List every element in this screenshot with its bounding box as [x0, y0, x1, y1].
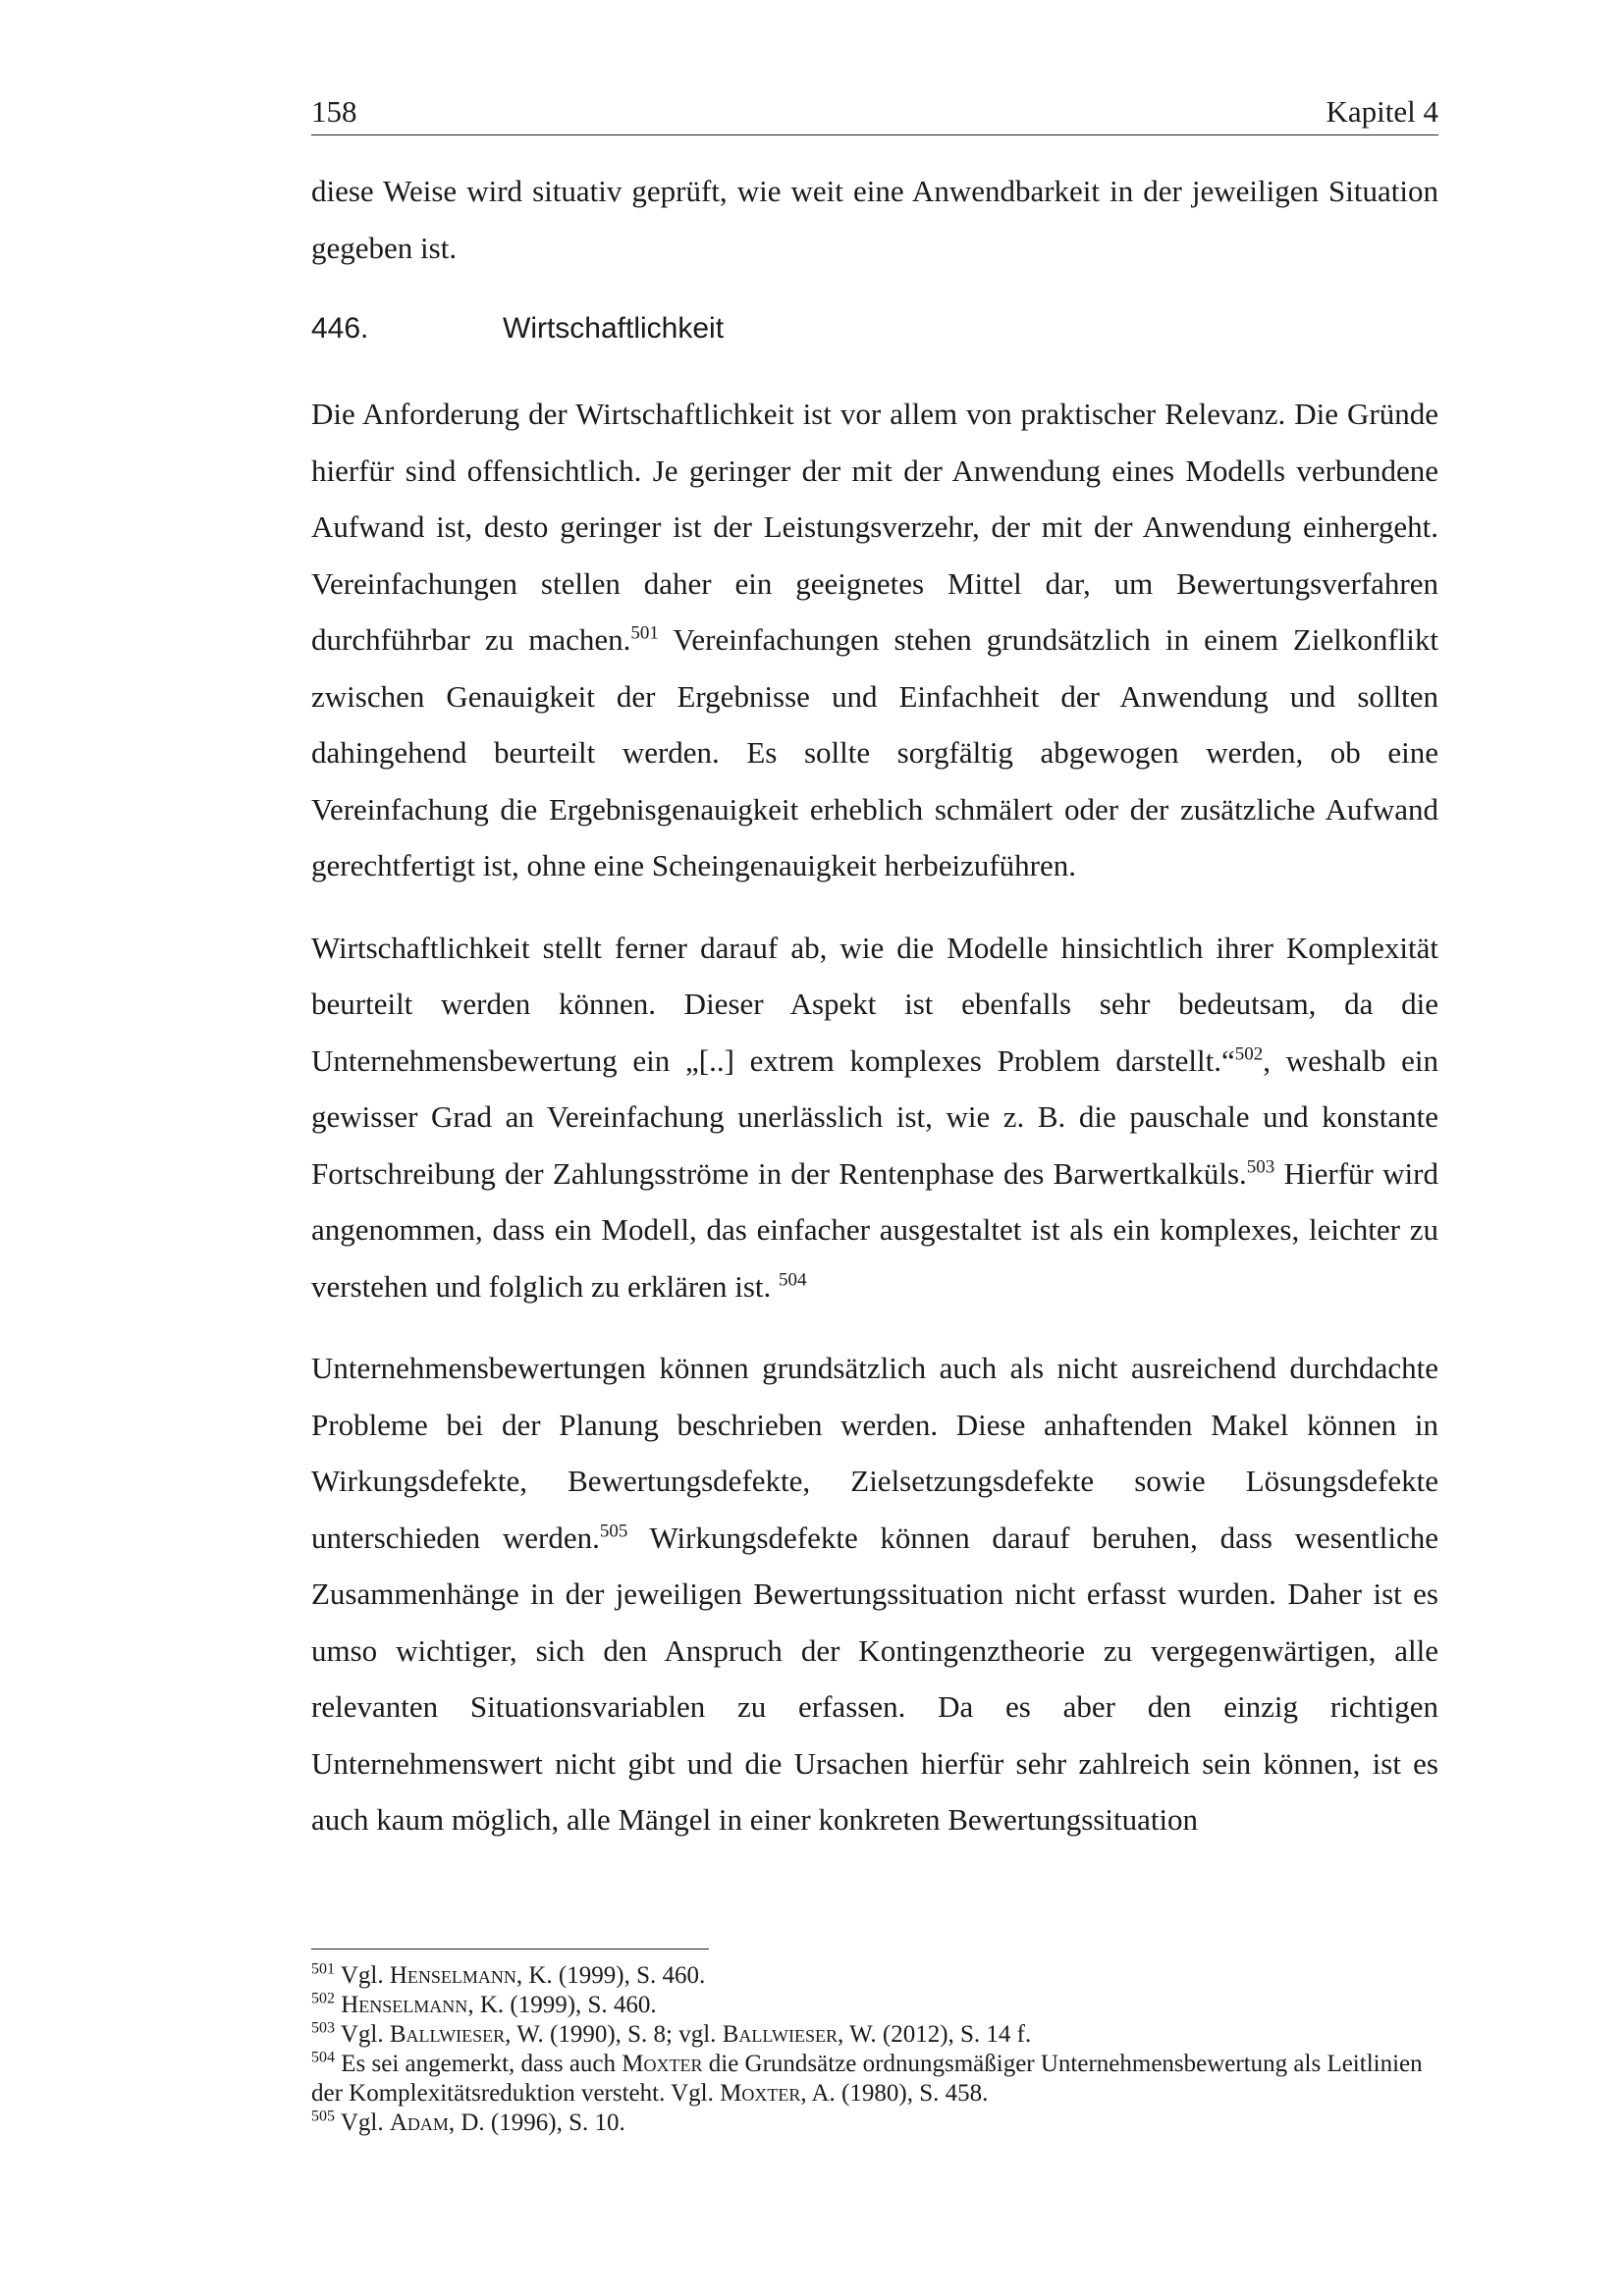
- footnote-text: Vgl.: [340, 2021, 390, 2048]
- footnote-text: Es sei angemerkt, dass auch: [341, 2051, 623, 2077]
- footnote-502: [311, 1991, 1438, 2020]
- footnote-author: Moxter: [720, 2080, 801, 2107]
- footnote-author: Adam: [389, 2109, 449, 2136]
- footnote-ref[interactable]: 502: [1234, 1043, 1264, 1065]
- footnote-503: [311, 2020, 1438, 2050]
- paragraph-3: [311, 1340, 1438, 1848]
- footnote-author: Ballwieser: [389, 2021, 506, 2048]
- footnote-505: [311, 2109, 1438, 2138]
- paragraph-1: [311, 386, 1438, 894]
- paragraph-2: [311, 920, 1438, 1315]
- footnote-author: Moxter: [622, 2051, 703, 2077]
- intro-paragraph: diese Weise wird situativ geprüft, wie weit eine Anwendbarkeit in der jeweiligen Situation gegeben ist.: [311, 174, 1438, 265]
- footnote-number: 505: [311, 2108, 335, 2125]
- paragraph-text: Wirtschaftlichkeit stellt ferner darauf ab, wie die Modelle hinsichtlich ihrer Komplexität beurteilt werden können. Dieser Aspekt ist ebenfalls sehr bedeutsam, da die Unternehmensbewertung ein „[..] extrem komplexes Problem darstellt.“: [311, 930, 1438, 1078]
- footnote-text: , W. (2012), S. 14 f.: [838, 2021, 1032, 2048]
- footnote-author: Ballwieser: [722, 2021, 839, 2048]
- section-number: 446.: [311, 312, 369, 345]
- footnote-501: [311, 1961, 1438, 1991]
- paragraph-text: , weshalb ein gewisser Grad an Vereinfachung unerlässlich ist, wie z. B. die pauschale und konstante Fortschreibung der Zahlungsströme in der Rentenphase des Barwertkalküls.: [311, 1042, 1438, 1191]
- footnote-author: Henselmann: [341, 1992, 468, 2018]
- section-heading: [311, 309, 1438, 348]
- paragraph-text: Die Anforderung der Wirtschaftlichkeit ist vor allem von praktischer Relevanz. Die Gründe hierfür sind offensichtlich. Je geringer der mit der Anwendung eines Modells verbundene Aufwand ist, desto geringer ist der Leistungsverzehr, der mit der Anwendung einhergeht. Vereinfachungen stellen daher ein geeignetes Mittel dar, um Bewertungsverfahren durchführbar zu machen.: [311, 397, 1438, 657]
- footnote-text: , K. (1999), S. 460.: [515, 1962, 706, 1989]
- footnote-ref[interactable]: 504: [779, 1269, 807, 1291]
- page: [311, 93, 1438, 1874]
- chapter-label: Kapitel 4: [1326, 94, 1438, 129]
- footnote-number: 503: [311, 2019, 335, 2037]
- page-number: 158: [311, 94, 357, 129]
- paragraph-text: Wirkungsdefekte können darauf beruhen, dass wesentliche Zusammenhänge in der jeweiligen Bewertungssituation nicht erfasst wurden. Daher ist es umso wichtiger, sich den Anspruch der Kontingenztheorie zu vergegenwärtigen, alle relevanten Situationsvariablen zu erfassen. Da es aber den einzig richtigen Unternehmenswert nicht gibt und die Ursachen hierfür sehr zahlreich sein können, ist es auch kaum möglich, alle Mängel in einer konkreten Bewertungssituation: [311, 1520, 1438, 1837]
- footnote-text: Vgl.: [340, 2109, 390, 2136]
- paragraph-text: Unternehmensbewertungen können grundsätzlich auch als nicht ausreichend durchdachte Probleme bei der Planung beschrieben werden. Diese anhaftenden Makel können in Wirkungsdefekte, Bewertungsdefekte, Zielsetzungsdefekte sowie Lösungsdefekte unterschieden werden.: [311, 1351, 1438, 1555]
- footnote-number: 502: [311, 1990, 335, 2007]
- footnote-number: 501: [311, 1960, 335, 1978]
- paragraph-text: Vereinfachungen stehen grundsätzlich in einem Zielkonflikt zwischen Genauigkeit der Ergebnisse und Einfachheit der Anwendung und sollten dahingehend beurteilt werden. Es sollte sorgfältig abgewogen werden, ob eine Vereinfachung die Ergebnisgenauigkeit erheblich schmälert oder der zusätzliche Aufwand gerechtfertigt ist, ohne eine Scheingenauigkeit herbeizuführen.: [311, 622, 1438, 882]
- section-title: Wirtschaftlichkeit: [503, 312, 725, 345]
- footnote-text: , W. (1990), S. 8; vgl.: [505, 2021, 723, 2048]
- footnote-text: , K. (1999), S. 460.: [467, 1992, 657, 2018]
- footnote-text: Vgl.: [340, 1962, 390, 1989]
- footnote-ref[interactable]: 501: [630, 622, 659, 644]
- footnote-ref[interactable]: 505: [599, 1521, 628, 1542]
- footnote-text: , D. (1996), S. 10.: [448, 2109, 625, 2136]
- footnote-text: , A. (1980), S. 458.: [800, 2080, 989, 2107]
- footnotes: [311, 1961, 1438, 2138]
- paragraph-text: Hierfür wird angenommen, dass ein Modell, das einfacher ausgestaltet ist als ein komplexes, leichter zu verstehen und folglich zu erklären ist.: [311, 1155, 1438, 1304]
- footnote-text: die Grundsätze ordnungsmäßiger Unternehmensbewertung als Leitlinien der Komplexitätsreduktion versteht. Vgl.: [311, 2051, 1423, 2107]
- footnote-ref[interactable]: 503: [1246, 1156, 1275, 1178]
- footnote-author: Henselmann: [389, 1962, 516, 1989]
- footnote-number: 504: [311, 2049, 335, 2066]
- page-header: [311, 93, 1438, 135]
- footnote-504: [311, 2050, 1438, 2109]
